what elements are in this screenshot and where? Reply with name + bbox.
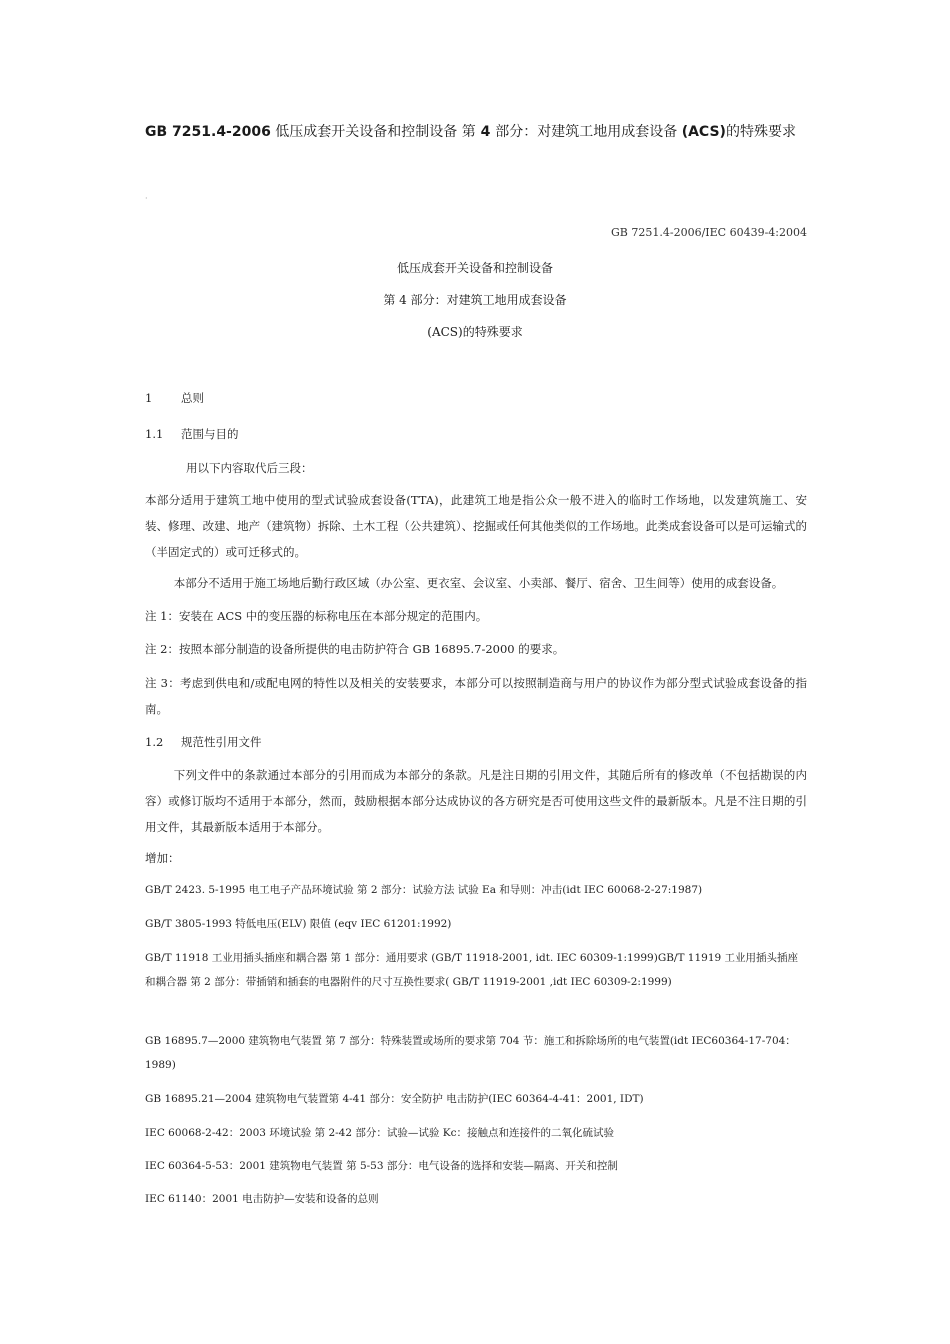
title-name: 低压成套开关设备和控制设备 第 (270, 124, 476, 140)
reference-item: IEC 61140：2001 电击防护—安装和设备的总则 (145, 1193, 379, 1205)
exclusion-paragraph: 本部分不适用于施工场地后勤行政区域（办公室、更衣室、会议室、小卖部、餐厅、宿舍、卫生间等）使用的成套设备。 (173, 576, 784, 590)
section-1-1-heading (145, 426, 239, 442)
reference-item: GB/T 2423. 5-1995 电工电子产品环境试验 第 2 部分：试验方法 试验 Ea 和导则：冲击(idt IEC 60068-2-27:1987) (145, 884, 703, 896)
heading-line-3: (ACS)的特殊要求 (427, 325, 523, 339)
heading-line-1: 低压成套开关设备和控制设备 (396, 261, 553, 275)
section-title: 范围与目的 (181, 427, 239, 441)
section-1-heading (145, 390, 204, 406)
reference-item: GB 16895.7—2000 建筑物电气装置 第 7 部分：特殊装置或场所的要求第 704 节：施工和拆除场所的电气装置(idt IEC60364-17-704：1989) (145, 1035, 796, 1071)
section-title: 规范性引用文件 (181, 735, 262, 749)
heading-line-2: 第 4 部分：对建筑工地用成套设备 (383, 293, 567, 307)
decorative-dot: · (145, 194, 148, 203)
reference-item: IEC 60068-2-42：2003 环境试验 第 2-42 部分：试验—试验 Kc：接触点和连接件的二氧化硫试验 (145, 1127, 614, 1139)
section-number: 1.1 (145, 427, 164, 441)
reference-item: GB/T 3805-1993 特低电压(ELV) 限值 (eqv IEC 61201:1992) (145, 918, 452, 930)
note-2: 注 2：按照本部分制造的设备所提供的电击防护符合 GB 16895.7-2000 的要求。 (145, 642, 565, 656)
note-1: 注 1：安装在 ACS 中的变压器的标称电压在本部分规定的范围内。 (145, 609, 488, 623)
reference-item: GB/T 11918 工业用插头插座和耦合器 第 1 部分：通用要求 (GB/T 11918-2001, idt. IEC 60309-1:1999)GB/T 11919 工业用插头插座和耦合器 第 2 部分：带插销和插套的电器附件的尺寸互换性要求( GB/T 11919-2001 ,idt IEC 60309-2:1999) (145, 952, 799, 988)
replace-note: 用以下内容取代后三段： (186, 461, 313, 475)
section-title: 总则 (181, 391, 204, 405)
reference-item: IEC 60364-5-53：2001 建筑物电气装置 第 5-53 部分：电气设备的选择和安装—隔离、开关和控制 (145, 1160, 618, 1172)
scope-paragraph: 本部分适用于建筑工地中使用的型式试验成套设备(TTA)，此建筑工地是指公众一般不进入的临时工作场地，以发建筑施工、安装、修理、改建、地产（建筑物）拆除、土木工程（公共建筑）、挖掘或任何其他类似的工作场地。此类成套设备可以是可运输式的（半固定式的）或可迁移式的。 (145, 493, 807, 559)
reference-paragraph: 下列文件中的条款通过本部分的引用而成为本部分的条款。凡是注日期的引用文件，其随后所有的修改单（不包括勘误的内容）或修订版均不适用于本部分，然而，鼓励根据本部分达成协议的各方研究是否可使用这些文件的最新版本。凡是不注日期的引用文件，其最新版本适用于本部分。 (145, 768, 807, 834)
title-part: 4 (475, 124, 496, 140)
title-code: GB 7251.4-2006 (145, 124, 271, 140)
section-number: 1 (145, 391, 153, 405)
section-1-2-heading (145, 734, 262, 750)
section-number: 1.2 (145, 735, 164, 749)
note-3: 注 3：考虑到供电和/或配电网的特性以及相关的安装要求，本部分可以按照制造商与用户的协议作为部分型式试验成套设备的指南。 (145, 676, 807, 716)
document-title (145, 121, 865, 141)
add-label: 增加： (145, 851, 180, 865)
title-tail: 的特殊要求 (725, 124, 796, 140)
title-acs: (ACS) (681, 124, 726, 140)
title-name2: 部分：对建筑工地用成套设备 (495, 124, 682, 140)
standard-code: GB 7251.4-2006/IEC 60439-4:2004 (611, 226, 807, 239)
reference-item: GB 16895.21—2004 建筑物电气装置第 4-41 部分：安全防护 电击防护(IEC 60364-4-41：2001, IDT) (145, 1093, 644, 1105)
